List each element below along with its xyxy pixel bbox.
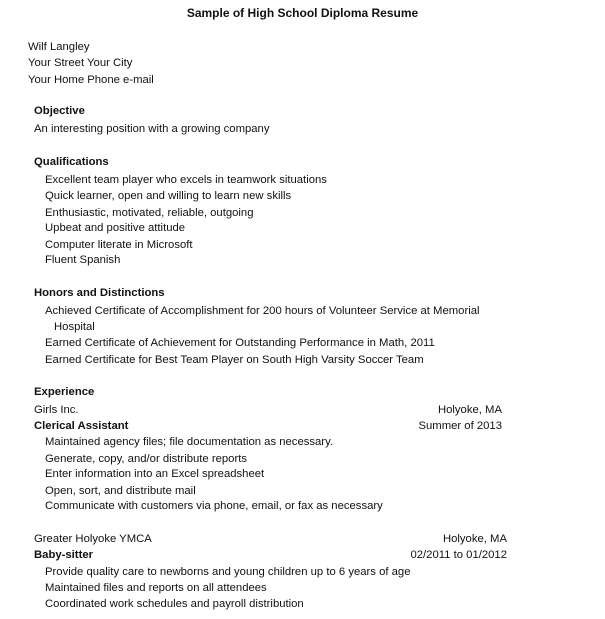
job-location: Holyoke, MA: [437, 404, 502, 416]
qualification-item: Quick learner, open and willing to learn new skills: [45, 190, 292, 202]
document-title: Sample of High School Diploma Resume: [186, 6, 419, 20]
job-duty: Maintained files and reports on all attendees: [45, 582, 267, 594]
contact-address: Your Street Your City: [28, 57, 133, 69]
job-duty: Maintained agency files; file documentation as necessary.: [45, 436, 334, 448]
job-duty: Enter information into an Excel spreadsheet: [45, 468, 265, 480]
qualification-item: Computer literate in Microsoft: [45, 239, 193, 251]
objective-heading: Objective: [34, 105, 85, 117]
job-duty: Generate, copy, and/or distribute reports: [45, 453, 247, 465]
honor-item-continuation: Hospital: [54, 321, 95, 333]
honor-item: Achieved Certificate of Accomplishment for 200 hours of Volunteer Service at Memorial: [45, 305, 480, 317]
job-duty: Communicate with customers via phone, email, or fax as necessary: [45, 500, 383, 512]
job-position: Clerical Assistant: [34, 420, 129, 432]
qualification-item: Excellent team player who excels in teamwork situations: [45, 174, 327, 186]
job-duty: Open, sort, and distribute mail: [45, 485, 196, 497]
job-dates: Summer of 2013: [418, 420, 502, 432]
qualification-item: Enthusiastic, motivated, reliable, outgoing: [45, 207, 254, 219]
qualifications-heading: Qualifications: [34, 156, 109, 168]
honor-item: Earned Certificate of Achievement for Outstanding Performance in Math, 2011: [45, 337, 435, 349]
honors-heading: Honors and Distinctions: [34, 287, 165, 299]
experience-heading: Experience: [34, 386, 95, 398]
job-employer: Greater Holyoke YMCA: [34, 533, 152, 545]
qualification-item: Upbeat and positive attitude: [45, 222, 186, 234]
qualification-item: Fluent Spanish: [45, 254, 121, 266]
job-duty: Provide quality care to newborns and young children up to 6 years of age: [45, 566, 411, 578]
job-location: Holyoke, MA: [442, 533, 507, 545]
job-position: Baby-sitter: [34, 549, 94, 561]
objective-text: An interesting position with a growing company: [34, 123, 270, 135]
contact-name: Wilf Langley: [28, 41, 90, 53]
honor-item: Earned Certificate for Best Team Player on South High Varsity Soccer Team: [45, 354, 424, 366]
job-employer: Girls Inc.: [34, 404, 79, 416]
job-duty: Coordinated work schedules and payroll distribution: [45, 598, 304, 610]
job-dates: 02/2011 to 01/2012: [410, 549, 507, 561]
contact-phone-email: Your Home Phone e-mail: [28, 74, 154, 86]
